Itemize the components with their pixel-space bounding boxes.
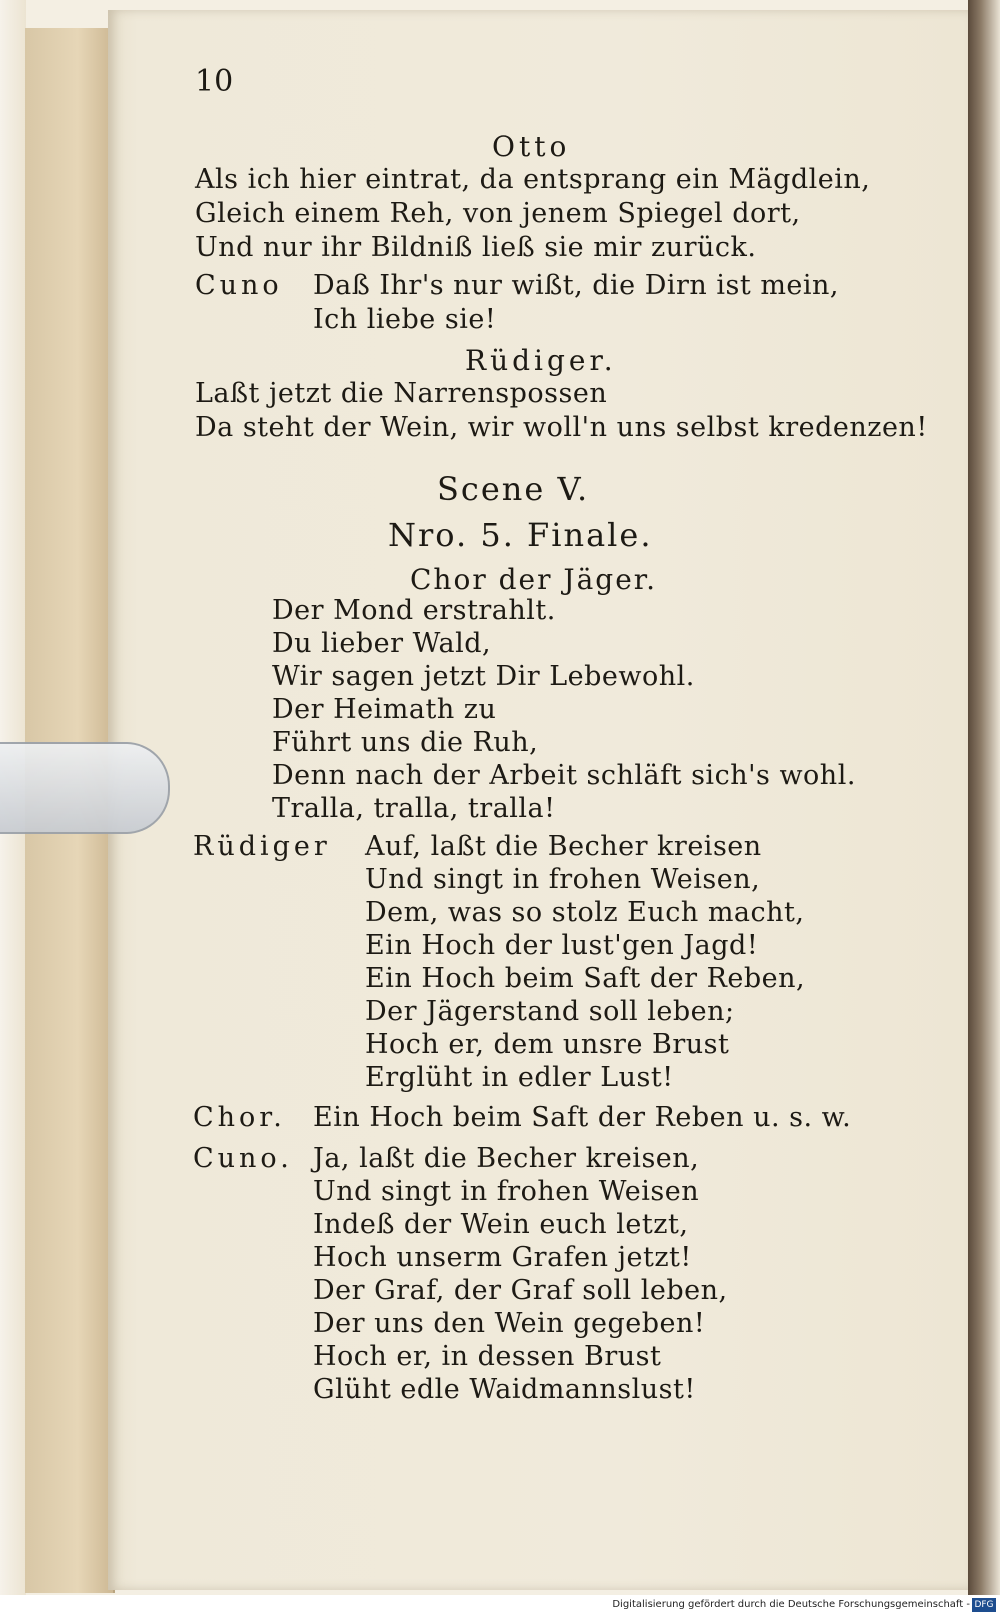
page-clip-tab — [0, 742, 170, 834]
chorus-line: Du lieber Wald, — [272, 628, 492, 659]
song-line: Der uns den Wein gegeben! — [313, 1308, 706, 1339]
chorus-line: Tralla, tralla, tralla! — [272, 793, 556, 824]
number-title: Nro. 5. Finale. — [388, 516, 653, 554]
song-line: Der Graf, der Graf soll leben, — [313, 1275, 728, 1306]
song-line: Indeß der Wein euch letzt, — [313, 1209, 689, 1240]
chorus-heading: Chor der Jäger. — [410, 563, 657, 596]
text-line: Da steht der Wein, wir woll'n uns selbst kredenzen! — [195, 412, 928, 443]
chorus-line: Wir sagen jetzt Dir Lebewohl. — [272, 661, 695, 692]
song-line: Ja, laßt die Becher kreisen, — [313, 1143, 700, 1174]
speaker-rudiger: Rüdiger. — [465, 344, 617, 377]
chorus-line: Der Heimath zu — [272, 694, 497, 725]
song-line: Der Jägerstand soll leben; — [365, 996, 735, 1027]
song-line: Hoch er, dem unsre Brust — [365, 1029, 730, 1060]
text-line: Laßt jetzt die Narrenspossen — [195, 378, 608, 409]
song-line: Und singt in frohen Weisen — [313, 1176, 700, 1207]
book-spine-edge — [968, 0, 1000, 1620]
scene-title: Scene V. — [437, 470, 590, 508]
song-line: Hoch er, in dessen Brust — [313, 1341, 662, 1372]
speaker-cuno: Cuno — [195, 270, 283, 301]
speaker-rudiger-song: Rüdiger — [193, 831, 331, 862]
song-line: Glüht edle Waidmannslust! — [313, 1374, 696, 1405]
chor-line: Ein Hoch beim Saft der Reben u. s. w. — [313, 1102, 852, 1133]
song-line: Ein Hoch beim Saft der Reben, — [365, 963, 806, 994]
song-line: Und singt in frohen Weisen, — [365, 864, 761, 895]
footer-credit: Digitalisierung gefördert durch die Deutsche Forschungsgemeinschaft - — [612, 1599, 970, 1610]
chorus-line: Führt uns die Ruh, — [272, 727, 539, 758]
song-line: Hoch unserm Grafen jetzt! — [313, 1242, 692, 1273]
chorus-line: Der Mond erstrahlt. — [272, 595, 556, 626]
song-line: Erglüht in edler Lust! — [365, 1062, 674, 1093]
speaker-cuno-song: Cuno. — [193, 1143, 293, 1174]
text-line: Als ich hier eintrat, da entsprang ein Mägdlein, — [195, 164, 871, 195]
speaker-chor: Chor. — [193, 1102, 286, 1133]
text-line: Daß Ihr's nur wißt, die Dirn ist mein, — [313, 270, 840, 301]
song-line: Dem, was so stolz Euch macht, — [365, 897, 805, 928]
speaker-otto: Otto — [492, 130, 571, 163]
song-line: Ein Hoch der lust'gen Jagd! — [365, 930, 759, 961]
song-line: Auf, laßt die Becher kreisen — [365, 831, 762, 862]
text-line: Und nur ihr Bildniß ließ sie mir zurück. — [195, 232, 757, 263]
text-line: Gleich einem Reh, von jenem Spiegel dort, — [195, 198, 801, 229]
text-line: Ich liebe sie! — [313, 304, 497, 335]
dfg-logo: DFG — [972, 1598, 996, 1612]
page-number: 10 — [195, 64, 234, 99]
chorus-line: Denn nach der Arbeit schläft sich's wohl. — [272, 760, 856, 791]
